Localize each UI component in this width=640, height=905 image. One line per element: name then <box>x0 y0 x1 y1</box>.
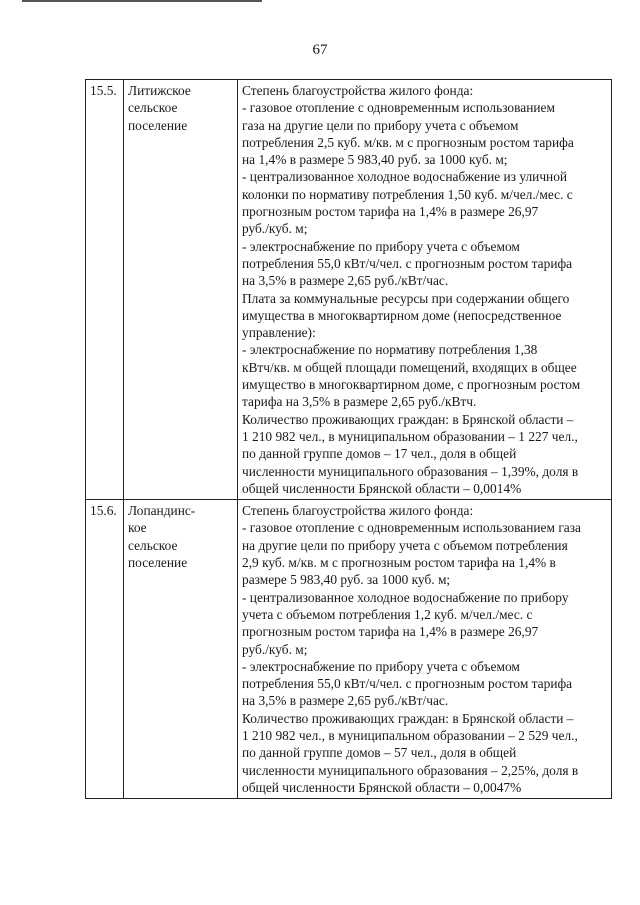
page-number: 67 <box>312 42 328 58</box>
desc-line: управление): <box>242 325 316 341</box>
desc-line: общей численности Брянской области – 0,0047% <box>242 779 522 795</box>
desc-line: - централизованное холодное водоснабжение из уличной <box>242 169 568 185</box>
desc-line: Плата за коммунальные ресурсы при содержании общего <box>242 290 570 306</box>
desc-line: потребления 55,0 кВт/ч/чел. с прогнозным ростом тарифа <box>242 676 573 692</box>
desc-line: размере 5 983,40 руб. за 1000 куб. м; <box>242 572 451 588</box>
desc-line: Количество проживающих граждан: в Брянской области – <box>242 710 574 726</box>
desc-line: Количество проживающих граждан: в Брянской области – <box>242 411 574 427</box>
desc-line: - электроснабжение по прибору учета с объемом <box>242 238 520 254</box>
desc-line: руб./куб. м; <box>242 641 308 657</box>
table-row <box>86 80 612 500</box>
desc-line: Степень благоустройства жилого фонда: <box>242 83 474 98</box>
desc-line: Степень благоустройства жилого фонда: <box>242 503 474 519</box>
desc-line: потребления 2,5 куб. м/кв. м с прогнозным ростом тарифа <box>242 134 574 150</box>
desc-line: имущество в многоквартирном доме, с прогнозным ростом <box>242 377 581 393</box>
desc-line: тарифа на 3,5% в размере 2,65 руб./кВтч. <box>242 394 477 410</box>
description <box>238 500 612 799</box>
desc-line: - электроснабжение по прибору учета с объемом <box>242 658 520 674</box>
desc-line: - электроснабжение по нормативу потребления 1,38 <box>242 342 538 358</box>
desc-line: по данной группе домов – 57 чел., доля в общей <box>242 745 517 761</box>
description <box>238 80 612 500</box>
desc-line: 2,9 куб. м/кв. м с прогнозным ростом тарифа на 1,4% в <box>242 555 556 571</box>
top-rule <box>22 0 262 2</box>
data-table <box>85 79 612 799</box>
desc-line: газа на другие цели по прибору учета с объемом <box>242 117 519 133</box>
desc-line: на другие цели по прибору учета с объемом потребления <box>242 537 568 553</box>
name-line: Литижское <box>128 83 191 98</box>
name-line: кое <box>128 520 147 536</box>
desc-line: - газовое отопление с одновременным использованием <box>242 100 555 116</box>
desc-line: численности муниципального образования – 1,39%, доля в <box>242 463 579 479</box>
desc-line: численности муниципального образования – 2,25%, доля в <box>242 762 579 778</box>
desc-line: 1 210 982 чел., в муниципальном образовании – 2 529 чел., <box>242 727 578 743</box>
name-line: поселение <box>128 117 188 133</box>
desc-line: на 3,5% в размере 2,65 руб./кВт/час. <box>242 693 449 709</box>
desc-line: по данной группе домов – 17 чел., доля в общей <box>242 446 517 462</box>
desc-line: имущества в многоквартирном доме (непосредственное <box>242 307 562 323</box>
desc-line: потребления 55,0 кВт/ч/чел. с прогнозным ростом тарифа <box>242 255 573 271</box>
desc-line: общей численности Брянской области – 0,0014% <box>242 480 522 496</box>
desc-line: на 3,5% в размере 2,65 руб./кВт/час. <box>242 273 449 289</box>
name-line: Лопандинс- <box>128 503 196 519</box>
name-line: сельское <box>128 100 178 116</box>
desc-line: учета с объемом потребления 1,2 куб. м/чел./мес. с <box>242 606 533 622</box>
row-number: 15.5. <box>86 80 124 500</box>
desc-line: 1 210 982 чел., в муниципальном образовании – 1 227 чел., <box>242 428 578 444</box>
desc-line: кВтч/кв. м общей площади помещений, входящих в общее <box>242 359 577 375</box>
desc-line: - газовое отопление с одновременным использованием газа <box>242 520 581 536</box>
name-line: сельское <box>128 537 178 553</box>
name-line: поселение <box>128 555 188 571</box>
desc-line: колонки по нормативу потребления 1,50 куб. м/чел./мес. с <box>242 186 573 202</box>
settlement-name <box>124 80 238 500</box>
desc-line: на 1,4% в размере 5 983,40 руб. за 1000 куб. м; <box>242 152 508 168</box>
desc-line: прогнозным ростом тарифа на 1,4% в размере 26,97 <box>242 624 539 640</box>
desc-line: прогнозным ростом тарифа на 1,4% в размере 26,97 <box>242 204 539 220</box>
row-number: 15.6. <box>86 500 124 799</box>
settlement-name <box>124 500 238 799</box>
desc-line: руб./куб. м; <box>242 221 308 237</box>
desc-line: - централизованное холодное водоснабжение по прибору <box>242 589 569 605</box>
table-row <box>86 500 612 799</box>
